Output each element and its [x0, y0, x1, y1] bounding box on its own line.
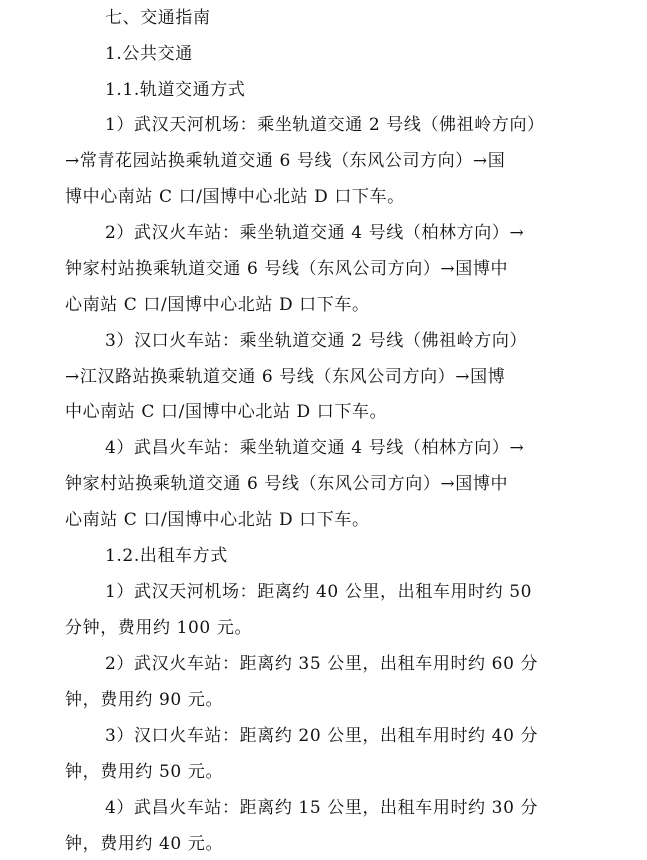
rail-item-2-line-1: 2）武汉火车站：乘坐轨道交通 4 号线（柏林方向）→ — [105, 223, 525, 243]
taxi-item-3-line-1: 3）汉口火车站：距离约 20 公里，出租车用时约 40 分 — [105, 726, 539, 746]
subsection-public-transport: 1.公共交通 — [105, 44, 193, 64]
taxi-item-4-line-1: 4）武昌火车站：距离约 15 公里，出租车用时约 30 分 — [105, 798, 539, 818]
rail-item-4-line-1: 4）武昌火车站：乘坐轨道交通 4 号线（柏林方向）→ — [105, 438, 525, 458]
rail-item-1-line-2: →常青花园站换乘轨道交通 6 号线（东风公司方向）→国 — [65, 151, 506, 171]
taxi-item-4-line-2: 钟，费用约 40 元。 — [65, 834, 224, 854]
taxi-item-3-line-2: 钟，费用约 50 元。 — [65, 762, 224, 782]
taxi-item-2-line-1: 2）武汉火车站：距离约 35 公里，出租车用时约 60 分 — [105, 654, 539, 674]
taxi-item-1-line-2: 分钟，费用约 100 元。 — [65, 618, 253, 638]
subsection-taxi: 1.2.出租车方式 — [105, 546, 228, 566]
rail-item-4-line-3: 心南站 C 口/国博中心北站 D 口下车。 — [65, 510, 370, 530]
taxi-item-1-line-1: 1）武汉天河机场：距离约 40 公里，出租车用时约 50 — [105, 582, 533, 602]
rail-item-2-line-2: 钟家村站换乘轨道交通 6 号线（东风公司方向）→国博中 — [65, 259, 509, 279]
rail-item-2-line-3: 心南站 C 口/国博中心北站 D 口下车。 — [65, 295, 370, 315]
rail-item-3-line-1: 3）汉口火车站：乘坐轨道交通 2 号线（佛祖岭方向） — [105, 331, 528, 351]
section-title: 七、交通指南 — [105, 8, 211, 28]
rail-item-1-line-3: 博中心南站 C 口/国博中心北站 D 口下车。 — [65, 187, 405, 207]
taxi-item-2-line-2: 钟，费用约 90 元。 — [65, 690, 224, 710]
subsection-rail-transit: 1.1.轨道交通方式 — [105, 80, 246, 100]
rail-item-1-line-1: 1）武汉天河机场：乘坐轨道交通 2 号线（佛祖岭方向） — [105, 115, 545, 135]
rail-item-3-line-3: 中心南站 C 口/国博中心北站 D 口下车。 — [65, 402, 388, 422]
rail-item-4-line-2: 钟家村站换乘轨道交通 6 号线（东风公司方向）→国博中 — [65, 474, 509, 494]
rail-item-3-line-2: →江汉路站换乘轨道交通 6 号线（东风公司方向）→国博 — [65, 367, 506, 387]
